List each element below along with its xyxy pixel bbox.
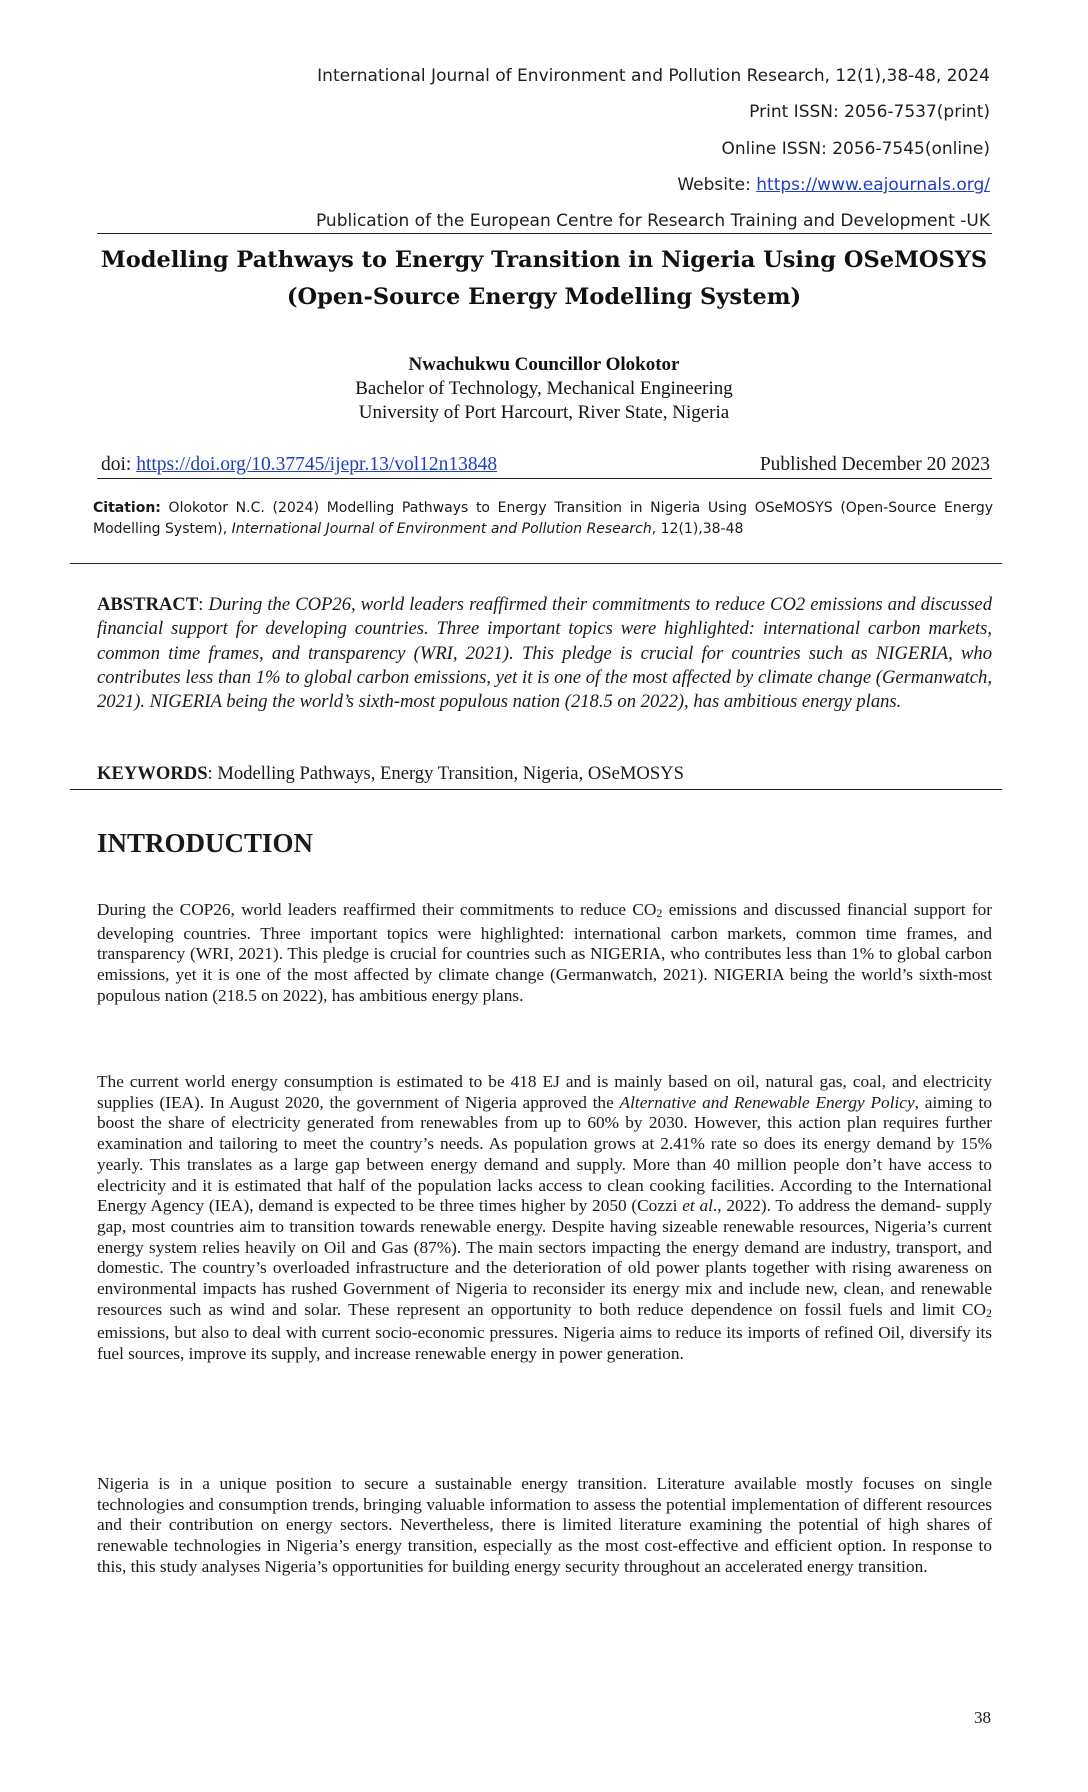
abstract <box>97 593 992 714</box>
co2-subscript: 2 <box>986 1305 992 1320</box>
header-rule <box>97 233 992 234</box>
intro-paragraph-3: Nigeria is in a unique position to secure a sustainable energy transition. Literature available mostly focuses on single technologies and consumption trends, bringing valuable information to assess the potential implementation of different resources and their contribution on energy sectors. Nevertheless, there is limited literature examining the potential of high shares of renewable technologies in Nigeria’s energy transition, especially as the most cost-effective and efficient option. In response to this, this study analyses Nigeria’s opportunities for building energy security throughout an accelerated energy transition. <box>97 1474 992 1576</box>
keywords-label: KEYWORDS <box>97 763 208 784</box>
co2-subscript: 2 <box>656 906 663 920</box>
doi-line <box>101 454 497 476</box>
publisher-line: Publication of the European Centre for Research Training and Development -UK <box>315 211 990 231</box>
published-date: Published December 20 2023 <box>759 454 990 475</box>
paper-title-line2: (Open-Source Energy Modelling System) <box>286 284 802 310</box>
website-link[interactable]: https://www.eajournals.org/ <box>756 175 990 195</box>
online-issn: Online ISSN: 2056-7545(online) <box>721 139 990 159</box>
website-label: Website: <box>677 175 757 195</box>
intro-paragraph-1 <box>97 900 992 1007</box>
author-name: Nwachukwu Councillor Olokotor <box>408 354 680 375</box>
keywords <box>97 763 684 785</box>
doi-link[interactable]: https://doi.org/10.37745/ijepr.13/vol12n13848 <box>136 454 498 475</box>
et-al: et al <box>682 1196 713 1216</box>
intro-p2-text-b: , aiming to boost the share of electricity generated from renewables from up to 60% by 2030. However, this action plan requires further examination and tailoring to meet the country’s needs. As population grows at 2.41% rate so does its energy demand by 15% yearly. This translates as a large gap between energy demand and supply. More than 40 million people don’t have access to electricity and it is estimated that half of the population lacks access to clean cooking facilities. According to the International Energy Agency (IEA), demand is expected to be three times higher by 2050 (Cozzi <box>97 1092 993 1216</box>
print-issn: Print ISSN: 2056-7537(print) <box>749 102 990 122</box>
citation-tail: , 12(1),38-48 <box>651 521 744 537</box>
citation-rule <box>70 563 1002 564</box>
citation <box>93 498 993 540</box>
abstract-text: During the COP26, world leaders reaffirmed their commitments to reduce CO2 emissions and discussed financial support for developing countries. Three important topics were highlighted: international carbon markets, common time frames, and transparency (WRI, 2021). This pledge is crucial for countries such as NIGERIA, who contributes less than 1% to global carbon emissions, yet it is one of the most affected by climate change (Germanwatch, 2021). NIGERIA being the world’s sixth-most populous nation (218.5 on 2022), has ambitious energy plans. <box>97 594 992 713</box>
intro-p1-text-b: emissions and discussed financial support for developing countries. Three important topics were highlighted: international carbon markets, common time frames, and transparency (WRI, 2021). This pledge is crucial for countries such as NIGERIA, who contributes less than 1% to global carbon emissions, yet it is one of the most affected by climate change (Germanwatch, 2021). NIGERIA being the world’s sixth-most populous nation (218.5 on 2022), has ambitious energy plans. <box>97 900 992 1005</box>
journal-header: International Journal of Environment and Pollution Research, 12(1),38-48, 2024 <box>317 66 990 86</box>
author-affiliation: University of Port Harcourt, River State, Nigeria <box>358 402 730 423</box>
intro-p1-text-a: During the COP26, world leaders reaffirmed their commitments to reduce CO <box>97 900 657 919</box>
abstract-sep: : <box>198 594 209 615</box>
intro-p2-text-a: The current world energy consumption is estimated to be 418 EJ and is mainly based on oil, natural gas, coal, and electricity supplies (IEA). In August 2020, the government of Nigeria approved the <box>97 1072 992 1112</box>
doi-label: doi: <box>101 454 137 475</box>
page-number: 38 <box>974 1708 991 1727</box>
paper-title-line1: Modelling Pathways to Energy Transition in Nigeria Using OSeMOSYS <box>100 247 988 273</box>
keywords-text: : Modelling Pathways, Energy Transition, Nigeria, OSeMOSYS <box>207 763 684 784</box>
abstract-label: ABSTRACT <box>97 594 199 615</box>
intro-p2-text-d: emissions, but also to deal with current socio-economic pressures. Nigeria aims to reduce its imports of refined Oil, diversify its fuel sources, improve its supply, and increase renewable energy in power generation. <box>97 1323 992 1364</box>
doi-rule <box>97 478 992 479</box>
introduction-heading: INTRODUCTION <box>97 828 314 858</box>
author-degree: Bachelor of Technology, Mechanical Engineering <box>355 378 733 399</box>
keywords-rule <box>70 789 1002 790</box>
intro-p2-text-c: ., 2022). To address the demand- supply gap, most countries aim to transition towards renewable energy. Despite having sizeable renewable resources, Nigeria’s current energy system relies heavily on Oil and Gas (87%). The main sectors impacting the energy demand are industry, transport, and domestic. The country’s overloaded infrastructure and the deterioration of old power plants together with rising awareness on environmental impacts has rushed Government of Nigeria to reconsider its energy mix and include new, clean, and renewable resources such as wind and solar. These represent an opportunity to both reduce dependence on fossil fuels and limit CO <box>97 1196 992 1319</box>
intro-paragraph-2 <box>97 1072 992 1365</box>
policy-name: Alternative and Renewable Energy Policy <box>619 1092 915 1112</box>
citation-label: Citation: <box>93 500 161 516</box>
website-line <box>677 175 990 195</box>
citation-journal: International Journal of Environment and Pollution Research <box>231 521 652 537</box>
citation-text: Olokotor N.C. (2024) Modelling Pathways to Energy Transition in Nigeria Using OSeMOSYS (Open-Source Energy Modelling System), <box>93 500 993 537</box>
